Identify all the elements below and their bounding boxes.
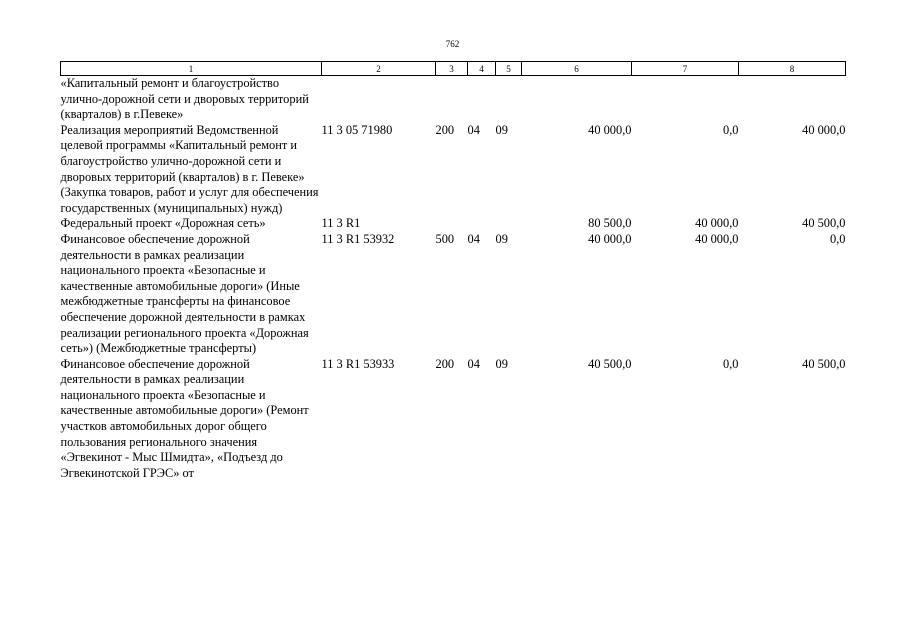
column-header: 7 <box>632 62 739 76</box>
row-name: Финансовое обеспечение дорожной деятельности в рамках реализации национального проекта «Безопасные и качественные автомобильные дороги» (Иные межбюджетные трансферты на финансовое обеспечение дорожной деятельности в рамках реализации регионального проекта «Дорожная сеть») (Межбюджетные трансферты) <box>60 231 309 356</box>
row-col8: 0,0 <box>830 231 846 246</box>
row-name: Финансовое обеспечение дорожной деятельности в рамках реализации национального проекта «Безопасные и качественные автомобильные дороги» (Ремонт участков автомобильных дорог общего пользования регионального значения «Эгвекинот - Мыс Шмидта», «Подъезд до Эгвекинотской ГРЭС» от <box>60 356 309 480</box>
row-name: Федеральный проект «Дорожная сеть» <box>60 216 266 231</box>
column-header: 1 <box>61 62 322 76</box>
row-vr <box>436 76 468 123</box>
row-pr: 09 <box>495 356 508 371</box>
row-rz: 04 <box>467 356 480 371</box>
row-rz: 04 <box>467 122 480 137</box>
row-col8: 40 500,0 <box>802 216 846 231</box>
row-name: «Капитальный ремонт и благоустройство улично-дорожной сети и дворовых территорий (кварталов) в г.Певеке» <box>60 76 309 122</box>
row-pr: 09 <box>495 231 508 246</box>
row-code: 11 3 R1 53932 <box>321 231 395 246</box>
table-row <box>61 216 846 232</box>
row-total: 40 000,0 <box>588 231 632 246</box>
column-header: 3 <box>436 62 468 76</box>
column-header: 2 <box>322 62 436 76</box>
row-pr <box>496 216 522 232</box>
header-row <box>61 62 846 76</box>
row-col8 <box>739 76 846 123</box>
row-code: 11 3 R1 53933 <box>321 356 395 371</box>
table-row <box>61 232 846 357</box>
row-code: 11 3 05 71980 <box>321 122 393 137</box>
row-rz: 04 <box>467 231 480 246</box>
row-total: 40 000,0 <box>588 122 632 137</box>
row-vr: 200 <box>435 122 455 137</box>
row-rz <box>468 76 496 123</box>
column-header: 8 <box>739 62 846 76</box>
column-header: 4 <box>468 62 496 76</box>
row-col7: 40 000,0 <box>695 216 739 231</box>
row-col7: 0,0 <box>723 356 739 371</box>
row-total <box>522 76 632 123</box>
row-code <box>322 76 436 123</box>
row-col8: 40 500,0 <box>802 356 846 371</box>
row-total: 40 500,0 <box>588 356 632 371</box>
row-vr: 500 <box>435 231 455 246</box>
table-row <box>61 123 846 217</box>
page-number: 762 <box>445 39 460 49</box>
row-name: Реализация мероприятий Ведомственной целевой программы «Капитальный ремонт и благоустройство улично-дорожной сети и дворовых территорий (кварталов) в г. Певеке» (Закупка товаров, работ и услуг для обеспечения государственных (муниципальных) нужд) <box>60 122 319 215</box>
row-col8: 40 000,0 <box>802 122 846 137</box>
column-header: 6 <box>522 62 632 76</box>
row-rz <box>468 216 496 232</box>
row-total: 80 500,0 <box>588 216 632 231</box>
table-row <box>61 76 846 123</box>
row-col7: 40 000,0 <box>695 231 739 246</box>
row-vr: 200 <box>435 356 455 371</box>
row-pr <box>496 76 522 123</box>
row-vr <box>436 216 468 232</box>
row-col7 <box>632 76 739 123</box>
budget-table <box>60 61 846 481</box>
row-code: 11 3 R1 <box>321 216 361 231</box>
column-header: 5 <box>496 62 522 76</box>
table-row <box>61 357 846 482</box>
row-pr: 09 <box>495 122 508 137</box>
row-col7: 0,0 <box>723 122 739 137</box>
